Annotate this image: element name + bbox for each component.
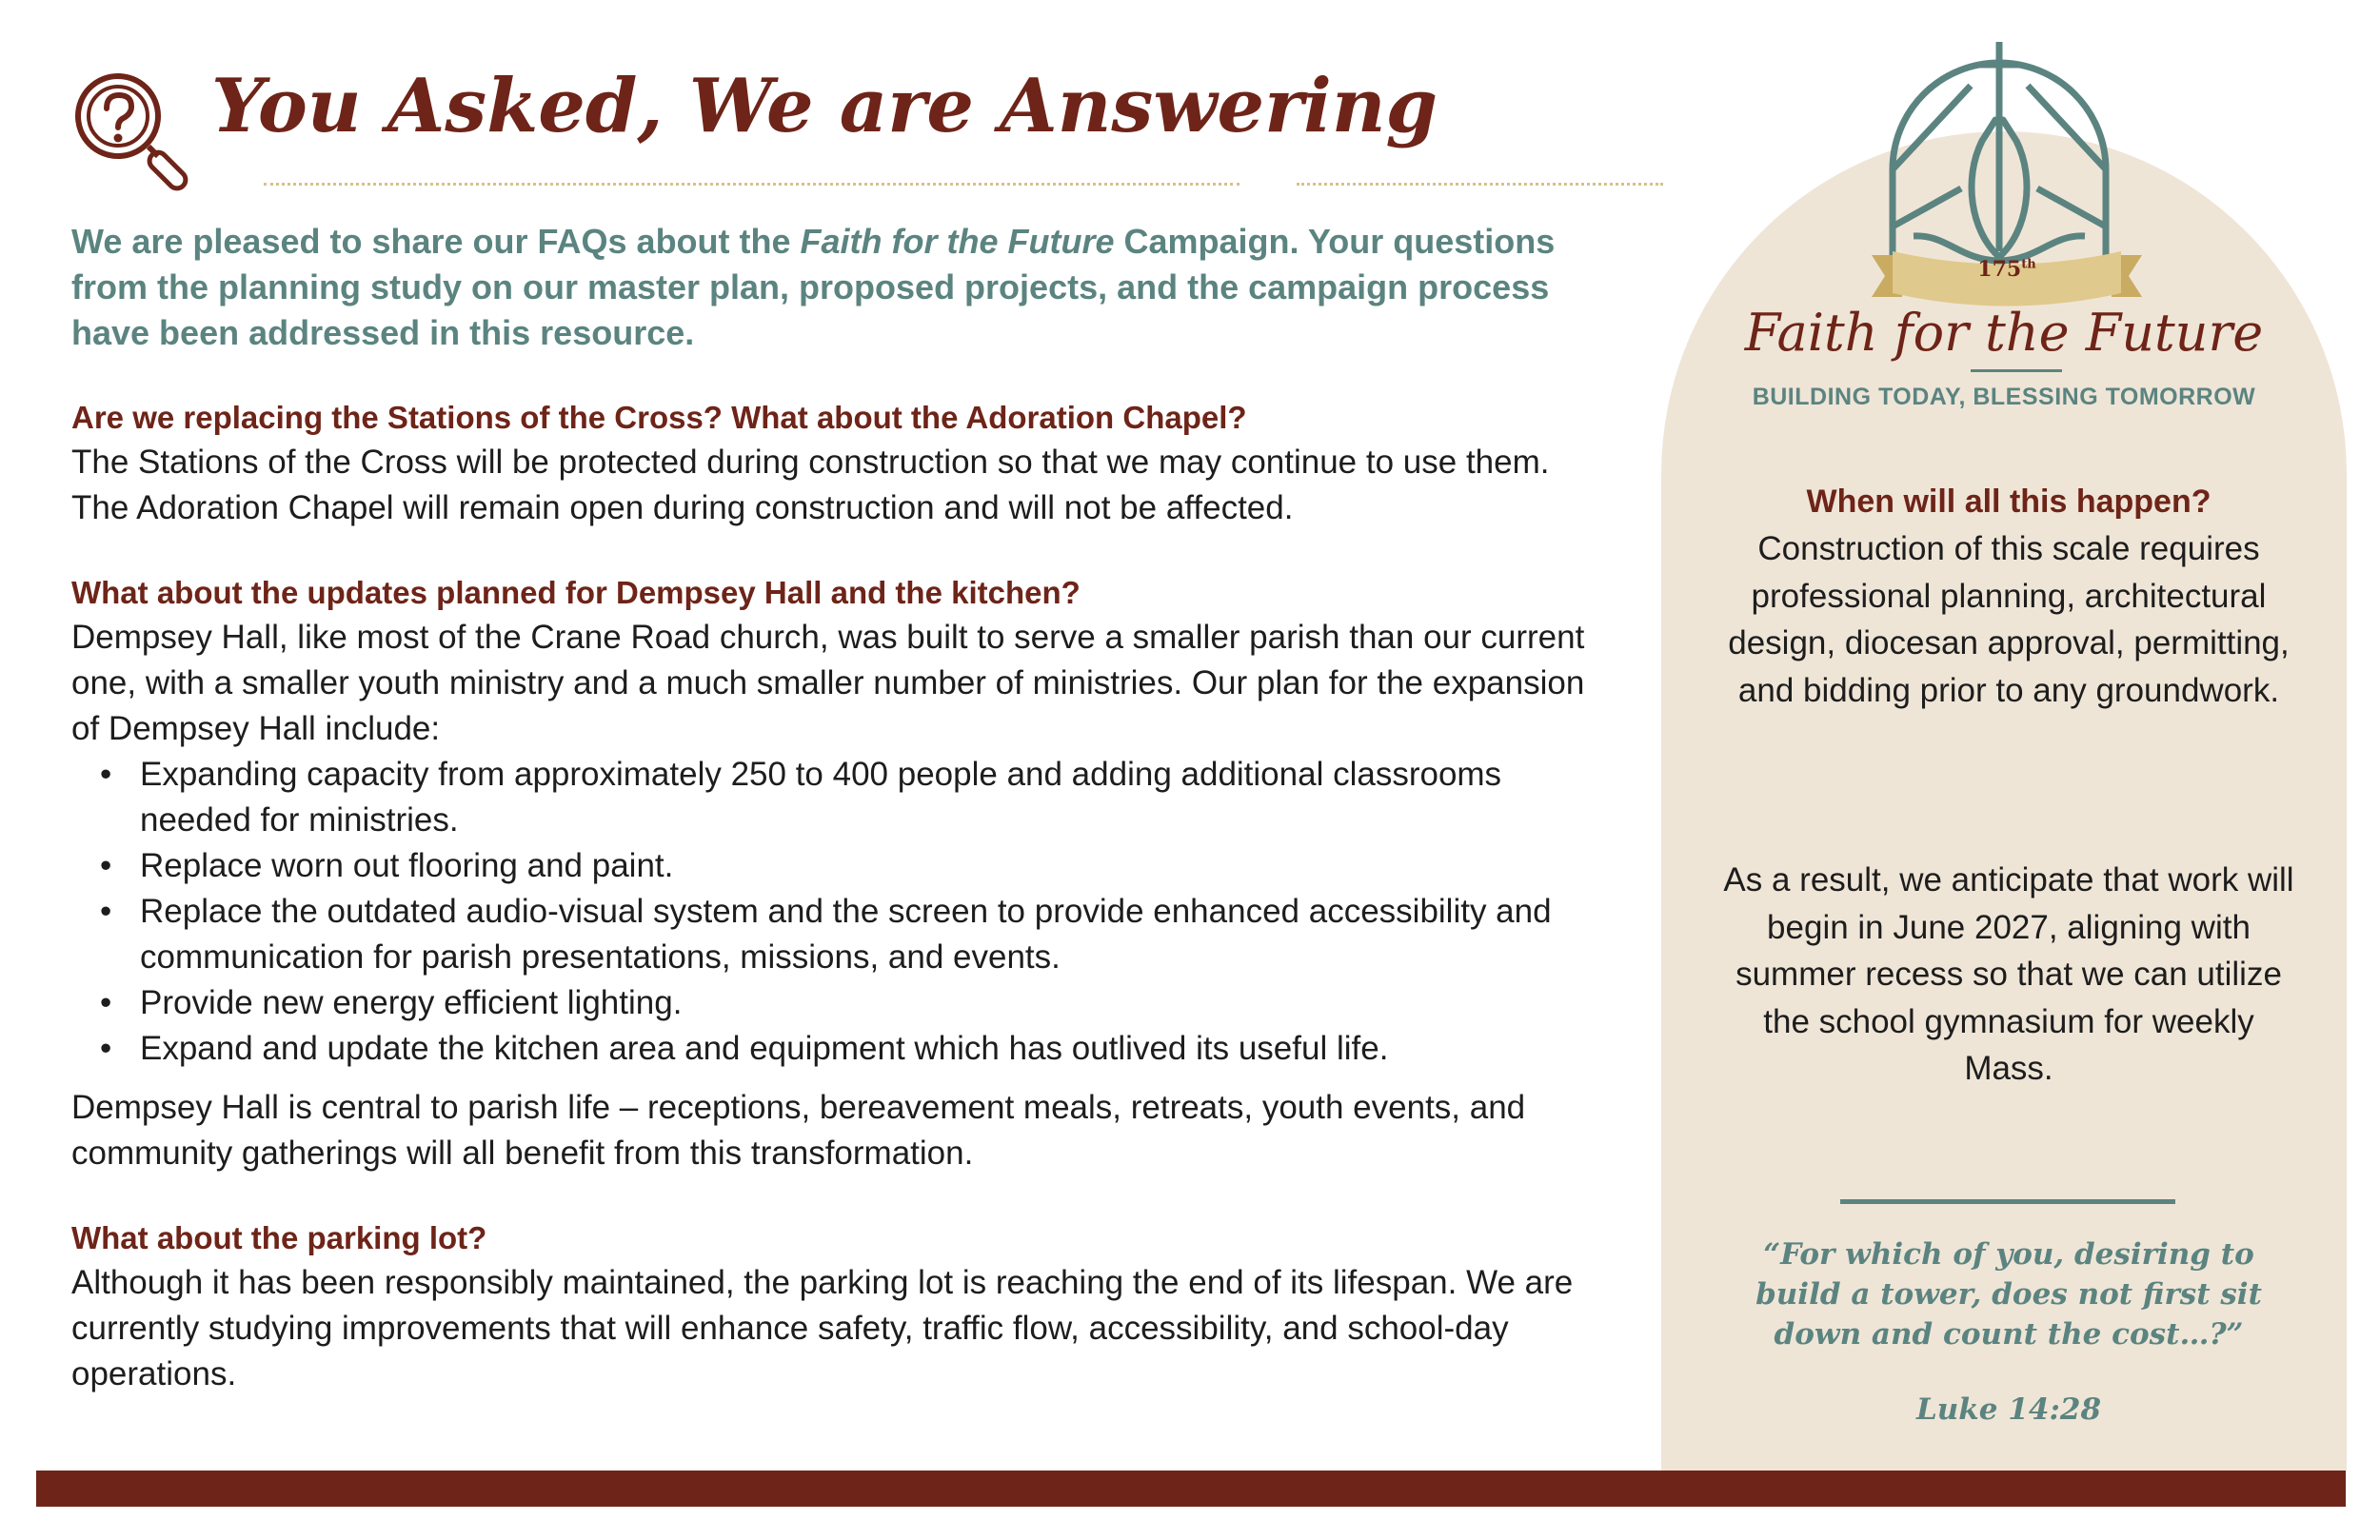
faq-stations [71, 396, 1595, 531]
anniversary-value: 175 [1977, 257, 2022, 282]
footer-bar [36, 1471, 2346, 1507]
title-dotted-rule-right [1297, 183, 1663, 186]
campaign-tagline: BUILDING TODAY, BLESSING TOMORROW [1752, 384, 2256, 410]
sidebar-result: As a result, we anticipate that work will begin in June 2027, aligning with summer recess so that we can utilize the school gymnasium for weekly Mass. [1723, 861, 2294, 1087]
title-dotted-rule [264, 183, 1240, 186]
header [69, 49, 1601, 202]
anniversary-suffix: th [2021, 257, 2036, 272]
list-item: • Expanding capacity from approximately 250 to 400 people and adding additional classrooms needed for ministries. [140, 752, 1595, 843]
faq-dempsey-hall [71, 571, 1595, 1176]
faq-answer: Although it has been responsibly maintained, the parking lot is reaching the end of its lifespan. We are currently studying improvements that will enhance safety, traffic flow, accessibility, and school-day operations. [71, 1264, 1574, 1392]
faq-main-column [71, 219, 1595, 1437]
faq-parking [71, 1216, 1595, 1397]
intro-campaign-name: Faith for the Future [800, 222, 1115, 261]
sidebar-question: When will all this happen? [1806, 484, 2211, 520]
faq-question: What about the updates planned for Dempsey Hall and the kitchen? [71, 575, 1081, 610]
faq-question: What about the parking lot? [71, 1220, 487, 1255]
campaign-name-rule [1971, 369, 2062, 372]
faq-answer: The Stations of the Cross will be protected during construction so that we may continue to use them. The Adoration Chapel will remain open during construction and will not be affected. [71, 444, 1550, 526]
anniversary-number [1959, 257, 2054, 282]
magnifier-question-icon [69, 67, 200, 198]
intro-text-end: Campaign. Your questions from the planning study on our master plan, proposed projects, and the campaign process have been addressed in this resource. [71, 222, 1556, 352]
list-item: • Replace worn out flooring and paint. [140, 843, 1595, 889]
faq-answer: Dempsey Hall, like most of the Crane Road church, was built to serve a smaller parish than our current one, with a smaller youth ministry and a much smaller number of ministries. Our plan for the expansion of Dempsey Hall include: [71, 619, 1585, 747]
faq-question: Are we replacing the Stations of the Cross? What about the Adoration Chapel? [71, 400, 1247, 435]
scripture-citation: Luke 14:28 [1915, 1392, 2102, 1427]
list-item: • Expand and update the kitchen area and equipment which has outlived its useful life. [140, 1026, 1595, 1072]
list-item: • Replace the outdated audio-visual system and the screen to provide enhanced accessibility and communication for parish presentations, missions, and events. [140, 889, 1595, 980]
page-title: You Asked, We are Answering [211, 63, 1438, 149]
intro-text-start: We are pleased to share our FAQs about the [71, 222, 801, 261]
list-item: • Provide new energy efficient lighting. [140, 980, 1595, 1026]
dempsey-plan-list [71, 752, 1595, 1072]
faq-closing: Dempsey Hall is central to parish life – receptions, bereavement meals, retreats, youth events, and community gatherings will all benefit from this transformation. [71, 1089, 1526, 1172]
sidebar-answer: Construction of this scale requires professional planning, architectural design, diocesan approval, permitting, and bidding prior to any groundwork. [1728, 530, 2290, 709]
scripture-quote: “For which of you, desiring to build a tower, does not first sit down and count the cost…?” [1755, 1237, 2262, 1352]
campaign-name: Faith for the Future [1744, 303, 2264, 363]
intro-paragraph [71, 219, 1595, 356]
sidebar-divider [1840, 1199, 2175, 1204]
